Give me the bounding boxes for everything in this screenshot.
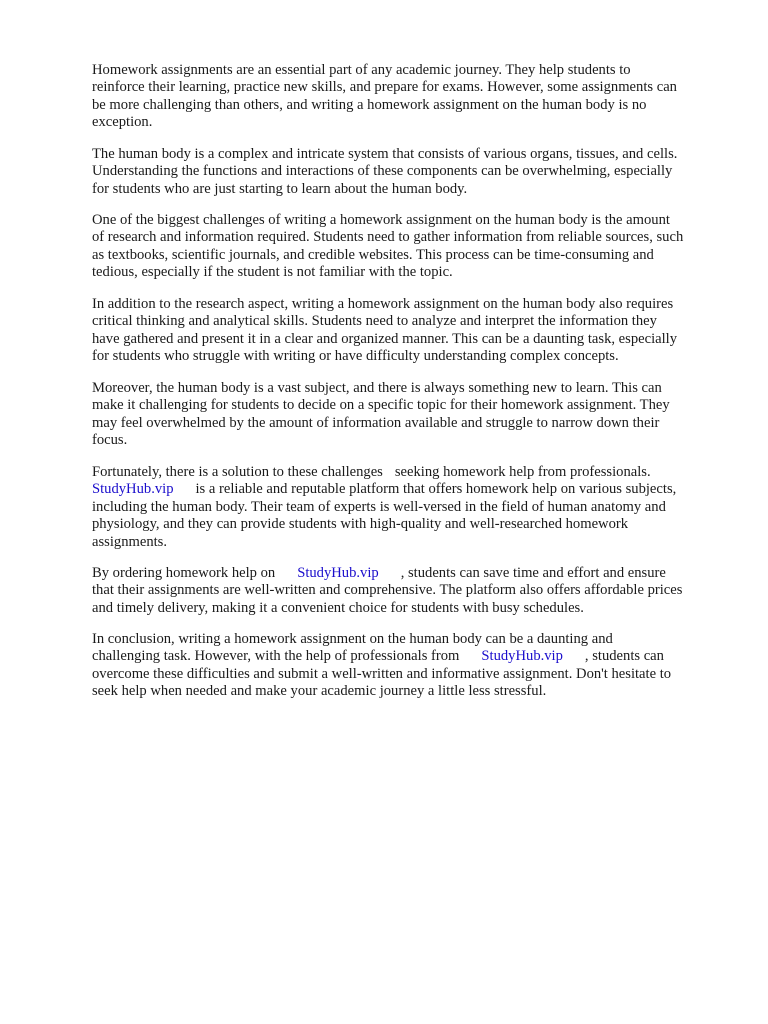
text-line: Homework assignments are an essential part of any academic journey. They help students to xyxy=(92,62,631,78)
text-line: for students who struggle with writing or have difficulty understanding complex concepts. xyxy=(92,348,619,365)
text-line xyxy=(92,648,671,665)
text-line: critical thinking and analytical skills. Students need to analyze and interpret the information they xyxy=(92,313,657,330)
paragraph-complexity xyxy=(92,146,677,198)
text-line: physiology, and they can provide students with high-quality and well-researched homework xyxy=(92,516,629,533)
text-line: may feel overwhelmed by the amount of information available and struggle to narrow down their xyxy=(92,414,660,431)
text-line xyxy=(92,464,676,481)
paragraph-conclusion xyxy=(92,631,671,701)
text-line: including the human body. Their team of experts is well-versed in the field of human anatomy and xyxy=(92,498,666,515)
text-line xyxy=(92,565,682,582)
text-line: make it challenging for students to decide on a specific topic for their homework assignment. They xyxy=(92,397,670,414)
text-segment: challenging task. However, with the help of professionals from xyxy=(92,648,460,665)
text-line: Understanding the functions and interactions of these components can be overwhelming, especially xyxy=(92,163,673,180)
text-line: reinforce their learning, practice new skills, and prepare for exams. However, some assignments can xyxy=(92,79,677,96)
text-segment: By ordering homework help on xyxy=(92,565,276,581)
text-line: The human body is a complex and intricate system that consists of various organs, tissues, and cells. xyxy=(92,146,678,162)
text-line: have gathered and present it in a clear and organized manner. This can be a daunting task, especially xyxy=(92,330,678,347)
text-line: seek help when needed and make your academic journey a little less stressful. xyxy=(92,683,547,700)
text-segment: , students can save time and effort and ensure xyxy=(400,565,666,581)
text-line: as textbooks, scientific journals, and credible websites. This process can be time-consuming and xyxy=(92,246,654,263)
text-line: tedious, especially if the student is not familiar with the topic. xyxy=(92,264,453,281)
text-line: focus. xyxy=(92,432,128,449)
text-line: In addition to the research aspect, writing a homework assignment on the human body also requires xyxy=(92,296,674,312)
paragraph-vast-subject xyxy=(92,380,670,450)
text-line: assignments. xyxy=(92,533,167,550)
studyhub-link[interactable]: StudyHub.vip xyxy=(92,481,174,498)
paragraph-ordering xyxy=(92,565,682,617)
text-line xyxy=(92,481,676,498)
text-line: One of the biggest challenges of writing a homework assignment on the human body is the amount xyxy=(92,212,670,228)
text-line: for students who are just starting to learn about the human body. xyxy=(92,180,468,197)
text-line: and timely delivery, making it a convenient choice for students with busy schedules. xyxy=(92,599,584,616)
text-line: that their assignments are well-written and comprehensive. The platform also offers affordable prices xyxy=(92,582,683,599)
text-line: exception. xyxy=(92,114,153,131)
paragraph-solution xyxy=(92,464,676,551)
text-segment: Fortunately, there is a solution to these challenges xyxy=(92,464,383,480)
text-line: be more challenging than others, and writing a homework assignment on the human body is no xyxy=(92,96,647,113)
studyhub-link[interactable]: StudyHub.vip xyxy=(481,648,563,665)
text-segment: seeking homework help from professionals. xyxy=(394,464,651,480)
paragraph-critical-thinking xyxy=(92,296,677,366)
text-segment: , students can xyxy=(584,648,664,665)
text-line: of research and information required. Students need to gather information from reliable sources, such xyxy=(92,229,684,246)
text-line: In conclusion, writing a homework assignment on the human body can be a daunting and xyxy=(92,631,613,647)
text-line: Moreover, the human body is a vast subject, and there is always something new to learn. This can xyxy=(92,380,662,396)
studyhub-link[interactable]: StudyHub.vip xyxy=(297,565,379,581)
text-segment: is a reliable and reputable platform that offers homework help on various subjects, xyxy=(195,481,677,498)
text-line: overcome these difficulties and submit a well-written and informative assignment. Don't hesitate to xyxy=(92,665,672,682)
paragraph-intro xyxy=(92,62,677,132)
paragraph-research xyxy=(92,212,683,282)
